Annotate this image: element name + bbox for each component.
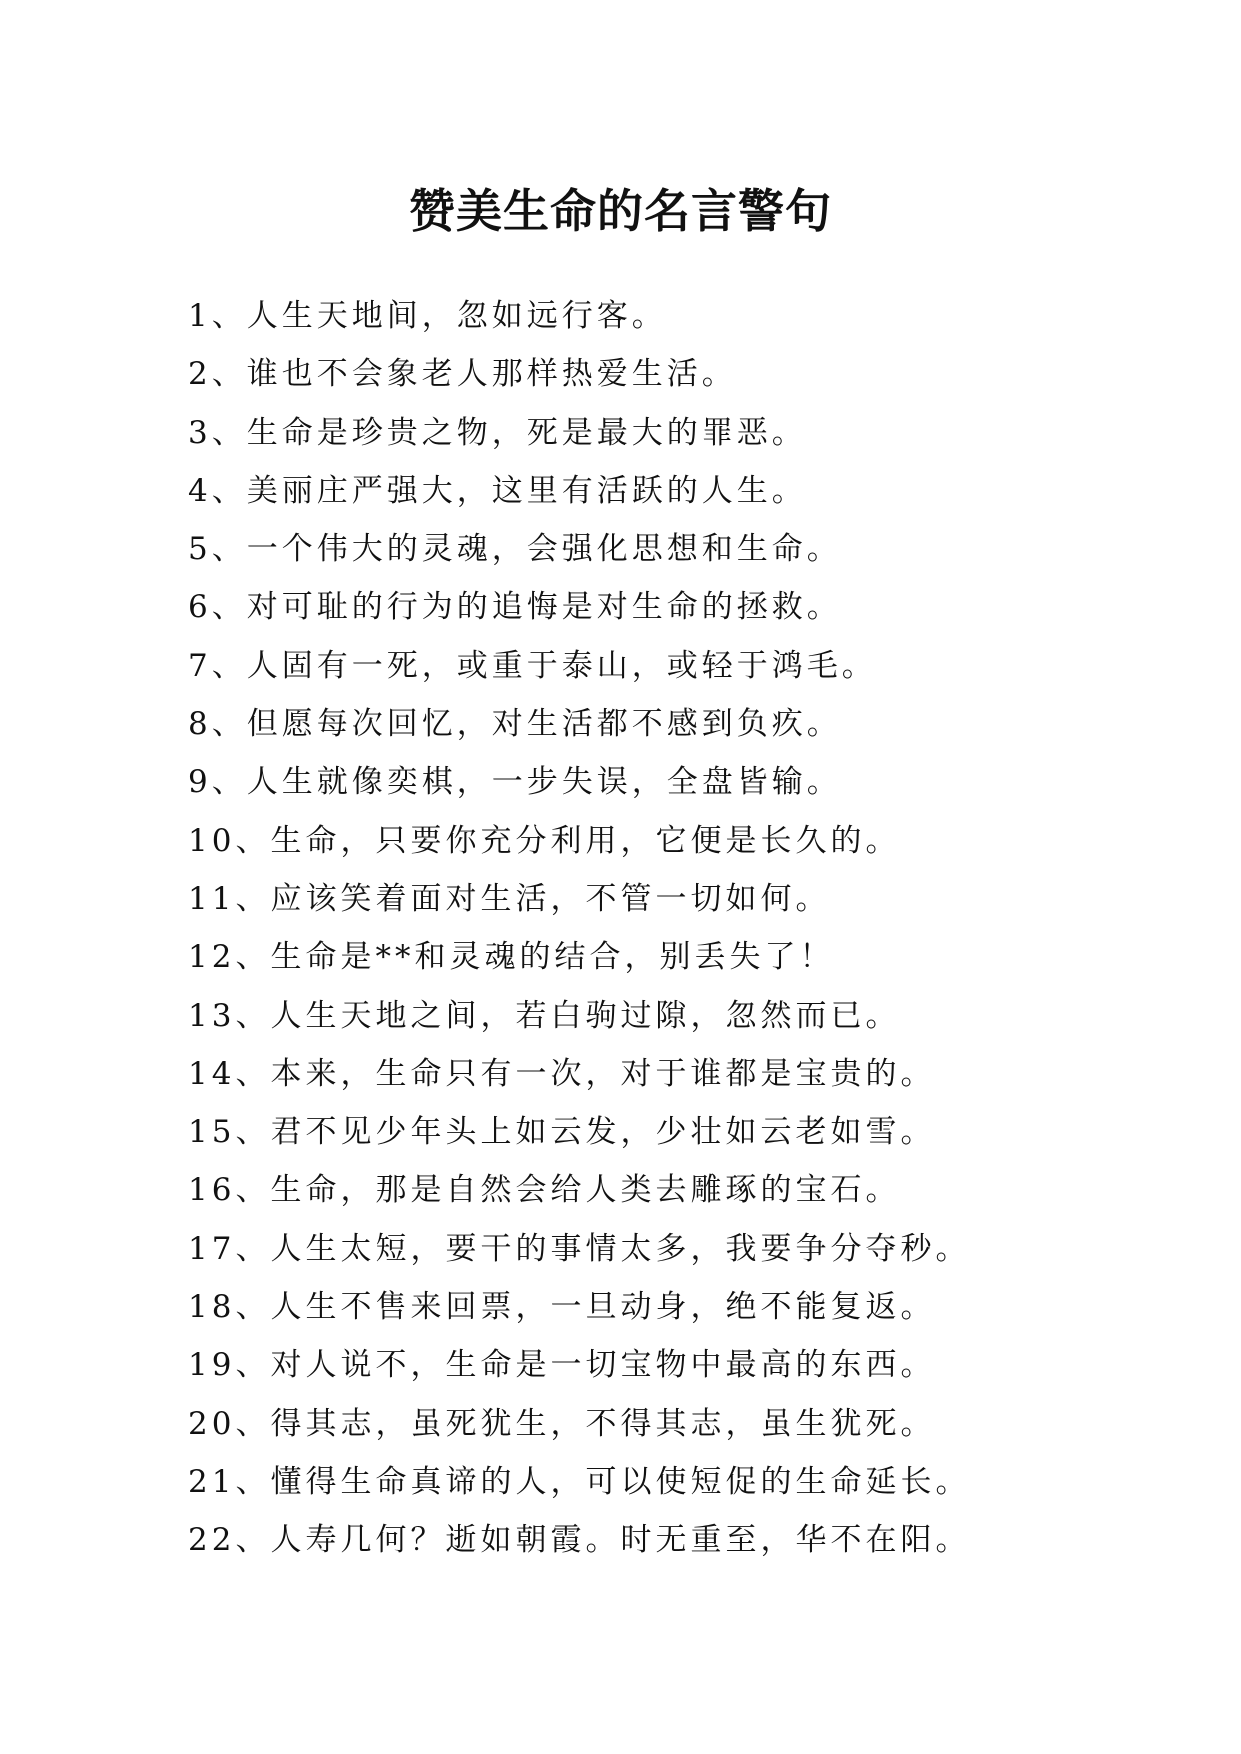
quote-item: 1、人生天地间，忽如远行客。 [188, 298, 667, 334]
quote-item: 7、人固有一死，或重于泰山，或轻于鸿毛。 [188, 647, 877, 684]
quote-item: 17、人生太短，要干的事情太多，我要争分夺秒。 [188, 1230, 971, 1267]
page-title: 赞美生命的名言警句 [409, 183, 832, 238]
quote-item: 3、生命是珍贵之物，死是最大的罪恶。 [188, 414, 807, 451]
quote-item: 6、对可耻的行为的追悔是对生命的拯救。 [188, 589, 842, 626]
quote-item: 13、人生天地之间，若白驹过隙，忽然而已。 [188, 997, 901, 1034]
quote-item: 18、人生不售来回票，一旦动身，绝不能复返。 [188, 1289, 936, 1326]
quote-item: 5、一个伟大的灵魂，会强化思想和生命。 [188, 531, 842, 568]
quote-item: 21、懂得生命真谛的人，可以使短促的生命延长。 [188, 1463, 971, 1500]
quote-item: 22、人寿几何？逝如朝霞。时无重至，华不在阳。 [188, 1522, 971, 1559]
quote-item: 20、得其志，虽死犹生，不得其志，虽生犹死。 [188, 1405, 936, 1442]
quote-item: 15、君不见少年头上如云发，少壮如云老如雪。 [188, 1114, 936, 1151]
quote-item: 11、应该笑着面对生活，不管一切如何。 [188, 880, 831, 917]
quote-item: 4、美丽庄严强大，这里有活跃的人生。 [188, 472, 807, 509]
quote-list [188, 287, 1088, 1570]
quote-item: 8、但愿每次回忆，对生活都不感到负疚。 [188, 706, 842, 743]
quote-item: 14、本来，生命只有一次，对于谁都是宝贵的。 [188, 1055, 936, 1092]
quote-item: 9、人生就像奕棋，一步失误，全盘皆输。 [188, 764, 842, 801]
quote-item: 12、生命是**和灵魂的结合，别丢失了！ [188, 939, 835, 976]
quote-item: 2、谁也不会象老人那样热爱生活。 [188, 356, 737, 393]
quote-item: 10、生命，只要你充分利用，它便是长久的。 [188, 822, 901, 859]
quote-item: 16、生命，那是自然会给人类去雕琢的宝石。 [188, 1172, 901, 1209]
quote-item: 19、对人说不，生命是一切宝物中最高的东西。 [188, 1347, 936, 1384]
